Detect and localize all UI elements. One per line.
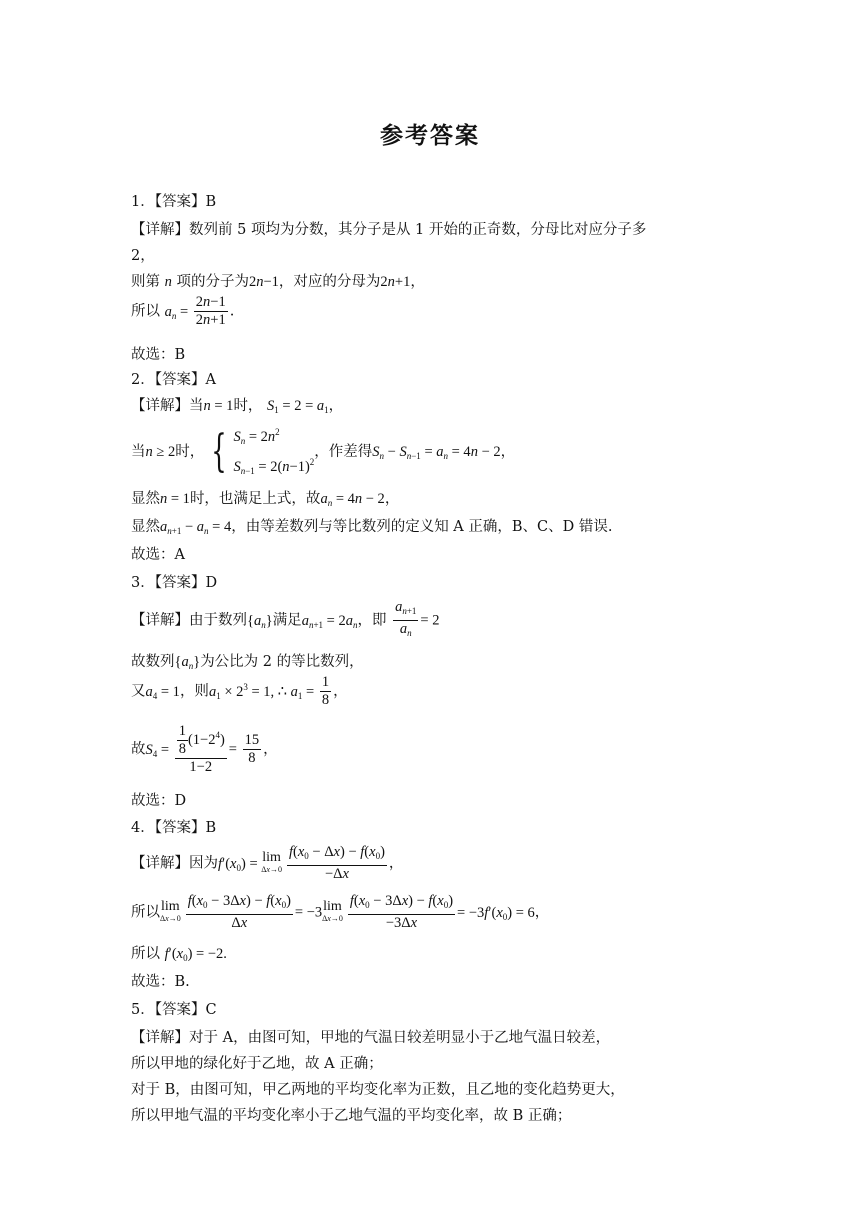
q5-detail-line3: 对于 B，由图可知，甲乙两地的平均变化率为正数，且乙地的变化趋势更大，: [131, 1082, 625, 1098]
q5-detail-line2: 所以甲地的绿化好于乙地，故 A 正确；: [131, 1056, 383, 1072]
q2-detail-line1: 【详解】当n = 1时， $S_1 = 2 = a_1$，: [131, 398, 344, 415]
fraction: $\frac{1}{8}$ $(1-2^4)$ 1−2: [175, 723, 227, 776]
q5-answer: 5．【答案】C: [131, 1002, 217, 1018]
q3-answer: 3．【答案】D: [131, 575, 218, 591]
q3-choice: 故选：D: [131, 793, 187, 809]
fraction: $\frac{15}{8}$: [244, 732, 260, 766]
fraction: $\frac{f(x_0 - 3\Delta x) - f(x_0)}{-3\Delta x}$: [349, 893, 454, 931]
q2-choice: 故选：A: [131, 547, 185, 563]
q4-detail-line3: 所以 $f'(x_0) = -2$.: [131, 946, 227, 963]
q3-detail-line2: 故数列$\{a_n\}$为公比为 2 的等比数列，: [131, 654, 364, 671]
fraction: $\frac{f(x_0 - \Delta x) - f(x_0)}{-\Delta x}$: [288, 844, 385, 882]
q2-detail-line3: 显然n = 1时，也满足上式，故$a_n = 4n - 2$，: [131, 491, 400, 508]
q3-detail-line3: 又$a_4 = 1$，则$a_1 \times 2^3 = 1$, ∴ $a_1$ = $\frac{1}{8}$ ，: [131, 674, 348, 708]
q1-formula-line: 所以 $a_n$ = $\frac{2n-1}{2n+1}$ .: [131, 294, 235, 328]
q2-answer: 2．【答案】A: [131, 372, 216, 388]
q1-choice: 故选：B: [131, 347, 186, 363]
equation-system: $S_n = 2n^2$ $S_{n-1} = 2(n-1)^2$: [233, 427, 315, 476]
q1-detail-line1: 【详解】数列前 5 项均为分数，其分子是从 1 开始的正奇数，分母比对应分子多: [131, 222, 647, 238]
q4-choice: 故选：B.: [131, 974, 190, 990]
q4-answer: 4．【答案】B: [131, 820, 217, 836]
q4-detail-line1: 【详解】因为$f'(x_0)$ = lim Δx→0 $\frac{f(x_0 - \Delta x) - f(x_0)}{-\Delta x}$ ，: [131, 844, 404, 882]
limit: lim Δx→0: [261, 849, 282, 874]
q5-detail-line4: 所以甲地气温的平均变化率小于乙地气温的平均变化率，故 B 正确；: [131, 1108, 572, 1124]
q1-detail-line3: 则第 n 项的分子为2n−1，对应的分母为2n+1，: [131, 274, 425, 290]
limit: lim Δx→0: [322, 898, 343, 923]
q5-detail-line1: 【详解】对于 A，由图可知，甲地的气温日较差明显小于乙地气温日较差，: [131, 1030, 611, 1046]
left-brace: {: [211, 426, 227, 477]
q2-detail-line2: 当n ≥ 2时， { $S_n = 2n^2$ $S_{n-1} = 2(n-1)^2$ ，作差得$S_n - S_{n-1} = a_n = 4n - 2$，: [131, 422, 515, 482]
fraction: $\frac{a_{n+1}}{a_n}$: [395, 599, 417, 638]
q1-detail-line2: 2，: [131, 248, 155, 264]
limit: lim Δx→0: [160, 898, 181, 923]
q3-detail-line4: 故$S_4$ = $\frac{1}{8}$ $(1-2^4)$ 1−2 = $\frac{15}{8}$ ，: [131, 723, 278, 775]
fraction: $\frac{1}{8}$: [321, 674, 330, 708]
fraction: $\frac{2n-1}{2n+1}$: [195, 294, 226, 328]
q4-detail-line2: 所以 lim Δx→0 $\frac{f(x_0 - 3\Delta x) - f(x_0)}{\Delta x}$ = −3 lim Δx→0 $\frac{f(x_0 - 3\Delta x) - f(x_0)}{-3\Delta x}$ = $-3f'(x_0) = 6$，: [131, 893, 550, 931]
fraction: $\frac{f(x_0 - 3\Delta x) - f(x_0)}{\Delta x}$: [187, 893, 291, 931]
q3-detail-line1: 【详解】由于数列$\{a_n\}$满足$a_{n+1} = 2a_n$，即 $\frac{a_{n+1}}{a_n}$ = 2: [131, 599, 439, 642]
q1-answer: 1．【答案】B: [131, 194, 217, 210]
page-title: 参考答案: [380, 123, 480, 149]
q2-detail-line4: 显然$a_{n+1} - a_n = 4$，由等差数列与等比数列的定义知 A 正确，B、C、D 错误.: [131, 519, 613, 536]
